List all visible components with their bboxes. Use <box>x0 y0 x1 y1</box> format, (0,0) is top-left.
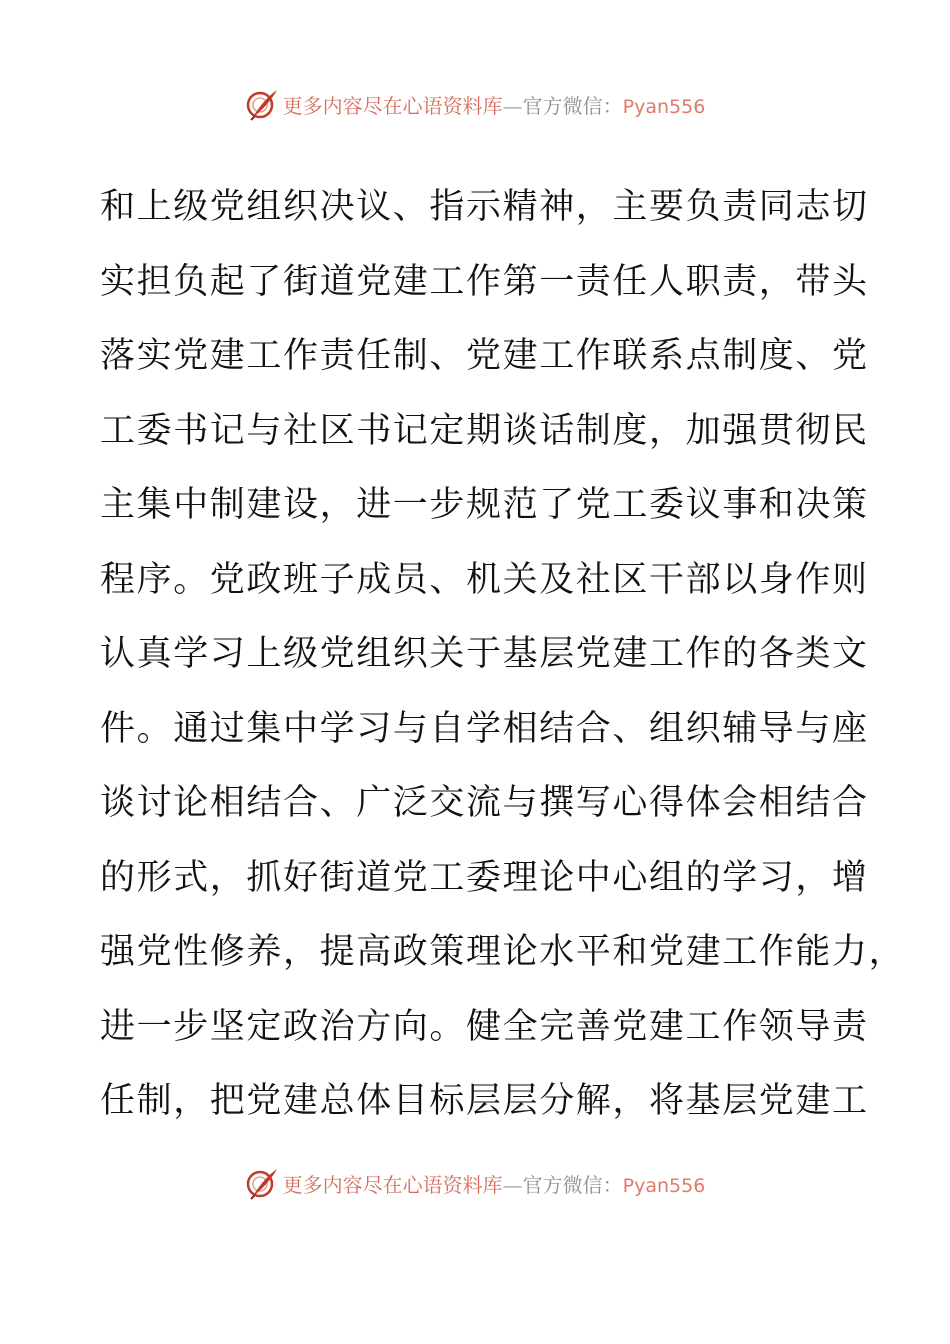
body-line: 工委书记与社区书记定期谈话制度，加强贯彻民 <box>100 410 869 451</box>
footer-slogan: 更多内容尽在心语资料库 <box>282 1172 503 1197</box>
body-line: 实担负起了街道党建工作第一责任人职责，带头 <box>100 261 869 302</box>
footer-official-label: 官方微信： <box>522 1172 623 1197</box>
body-line: 件。通过集中学习与自学相结合、组织辅导与座 <box>100 708 869 749</box>
footer-text <box>283 1169 706 1198</box>
quill-pen-logo-icon <box>245 1166 279 1200</box>
body-line: 程序。党政班子成员、机关及社区干部以身作则 <box>100 559 869 600</box>
footer-dash: — <box>502 1172 523 1197</box>
body-line: 的形式，抓好街道党工委理论中心组的学习，增 <box>100 857 869 898</box>
header-official-label: 官方微信： <box>522 93 623 118</box>
header-text <box>283 90 706 119</box>
footer-wechat-id: Pyan556 <box>622 1174 706 1197</box>
document-body <box>100 170 906 1139</box>
header-dash: — <box>502 93 523 118</box>
quill-pen-logo-icon <box>245 87 279 121</box>
body-line: 谈讨论相结合、广泛交流与撰写心得体会相结合 <box>100 783 869 823</box>
body-line: 落实党建工作责任制、党建工作联系点制度、党 <box>100 336 869 376</box>
body-line: 强党性修养，提高政策理论水平和党建工作能力， <box>100 932 906 972</box>
body-line: 和上级党组织决议、指示精神，主要负责同志切 <box>100 187 869 227</box>
header-watermark <box>0 84 950 124</box>
header-wechat-id: Pyan556 <box>622 95 706 118</box>
body-line: 主集中制建设，进一步规范了党工委议事和决策 <box>100 485 869 525</box>
body-line: 进一步坚定政治方向。健全完善党建工作领导责 <box>100 1006 869 1047</box>
header-slogan: 更多内容尽在心语资料库 <box>282 93 503 118</box>
footer-watermark <box>0 1163 950 1203</box>
body-line: 任制，把党建总体目标层层分解，将基层党建工 <box>100 1081 869 1121</box>
body-line: 认真学习上级党组织关于基层党建工作的各类文 <box>100 634 869 674</box>
